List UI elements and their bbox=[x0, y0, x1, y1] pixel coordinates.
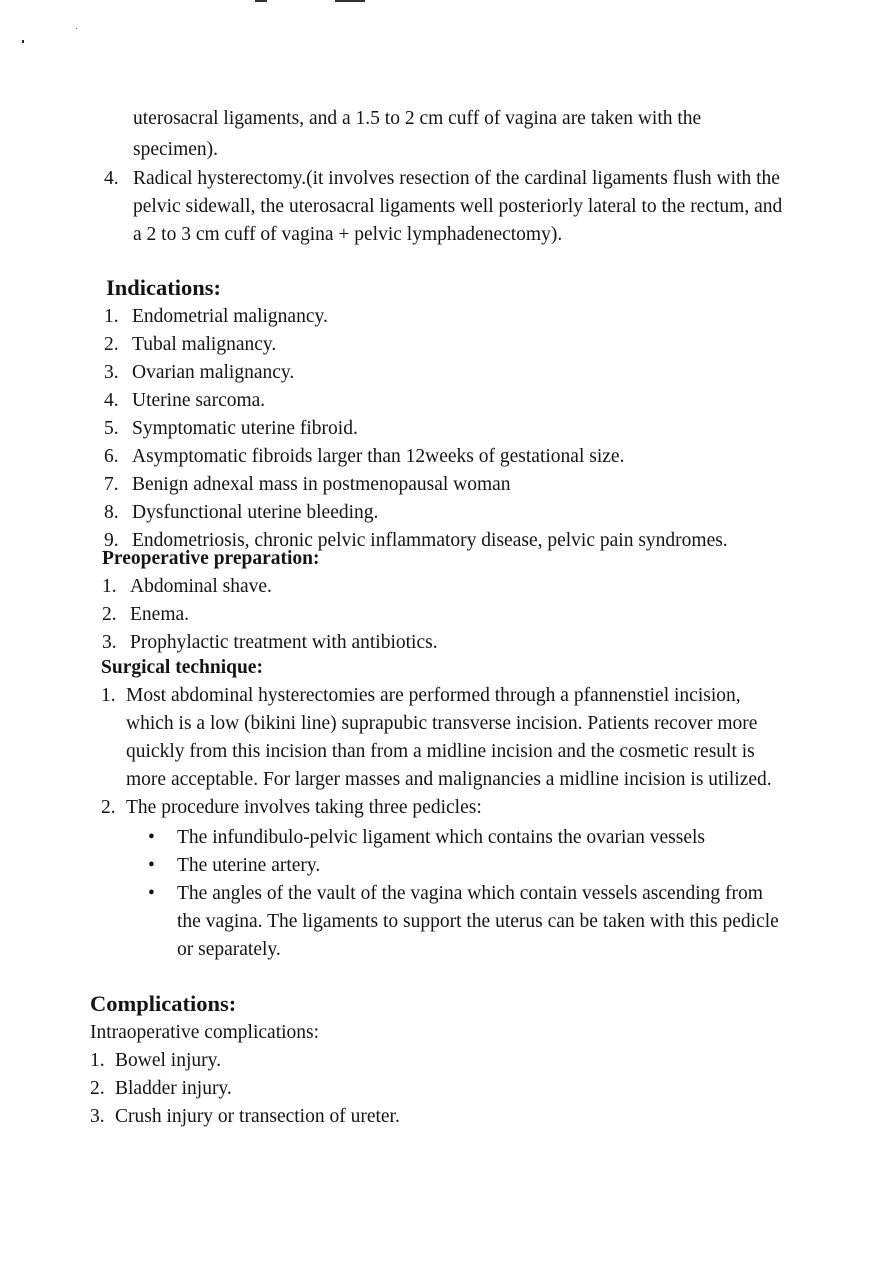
list-item bbox=[148, 852, 791, 880]
list-text: Endometriosis, chronic pelvic inflammatory disease, pelvic pain syndromes. bbox=[132, 530, 728, 551]
list-item bbox=[148, 880, 791, 964]
list-item bbox=[104, 359, 804, 387]
list-item bbox=[90, 1047, 790, 1075]
technique-section bbox=[101, 654, 791, 964]
list-text: Endometrial malignancy. bbox=[132, 306, 328, 327]
list-number: 1. bbox=[101, 685, 116, 706]
list-item bbox=[101, 794, 791, 822]
list-number: 3. bbox=[90, 1106, 105, 1127]
preop-list bbox=[102, 573, 802, 657]
list-number: 1. bbox=[104, 306, 119, 327]
list-text: Symptomatic uterine fibroid. bbox=[132, 418, 358, 439]
list-text: Ovarian malignancy. bbox=[132, 362, 295, 383]
list-item bbox=[104, 387, 804, 415]
list-number: 8. bbox=[104, 502, 119, 523]
list-text: Prophylactic treatment with antibiotics. bbox=[130, 632, 438, 653]
bullet-mark: • bbox=[148, 883, 155, 904]
list-number: 5. bbox=[104, 418, 119, 439]
list-text: Radical hysterectomy.(it involves resection of the cardinal ligaments flush with the pelvic sidewall, the uterosacral ligaments well posteriorly lateral to the rectum, and a 2 to 3 cm cuff of vagina + pelvic lymphadenectomy). bbox=[133, 168, 783, 245]
list-number: 3. bbox=[102, 632, 117, 653]
list-item bbox=[104, 331, 804, 359]
list-number: 9. bbox=[104, 530, 119, 551]
list-item bbox=[90, 1103, 790, 1131]
list-number: 4. bbox=[104, 168, 119, 189]
list-number: 4. bbox=[104, 390, 119, 411]
list-text: Asymptomatic fibroids larger than 12weeks of gestational size. bbox=[132, 446, 625, 467]
list-number: 7. bbox=[104, 474, 119, 495]
list-text: The infundibulo-pelvic ligament which contains the ovarian vessels bbox=[177, 827, 705, 848]
section-heading: Indications: bbox=[106, 275, 222, 300]
subheading: Intraoperative complications: bbox=[90, 1022, 320, 1043]
complications-list bbox=[90, 1047, 790, 1131]
list-item bbox=[101, 682, 791, 794]
list-text: Benign adnexal mass in postmenopausal woman bbox=[132, 474, 511, 495]
complications-section bbox=[90, 989, 790, 1131]
list-item bbox=[104, 443, 804, 471]
list-item bbox=[148, 824, 791, 852]
bullet-mark: • bbox=[148, 855, 155, 876]
list-text: Crush injury or transection of ureter. bbox=[115, 1106, 400, 1127]
list-number: 2. bbox=[90, 1078, 105, 1099]
list-text: The procedure involves taking three pedicles: bbox=[126, 797, 482, 818]
preop-section bbox=[102, 545, 802, 657]
section-heading: Surgical technique: bbox=[101, 657, 263, 678]
indications-section bbox=[104, 273, 804, 555]
scan-artifact bbox=[250, 0, 390, 4]
continuation-paragraph: uterosacral ligaments, and a 1.5 to 2 cm cuff of vagina are taken with the specimen). bbox=[133, 108, 702, 160]
list-number: 2. bbox=[101, 797, 116, 818]
list-item bbox=[104, 499, 804, 527]
list-item bbox=[102, 629, 802, 657]
list-text: Most abdominal hysterectomies are performed through a pfannenstiel incision, which is a low (bikini line) suprapubic transverse incision. Patients recover more quickly from this incision than from a midline incision and the cosmetic result is more acceptable. For larger masses and malignancies a midline incision is utilized. bbox=[126, 685, 772, 790]
pedicle-bullet-list bbox=[101, 824, 791, 964]
list-text: The uterine artery. bbox=[177, 855, 321, 876]
list-item bbox=[104, 303, 804, 331]
list-text: Tubal malignancy. bbox=[132, 334, 277, 355]
list-item bbox=[102, 601, 802, 629]
list-text: Bladder injury. bbox=[115, 1078, 232, 1099]
list-text: Uterine sarcoma. bbox=[132, 390, 266, 411]
section-heading: Complications: bbox=[90, 991, 237, 1016]
list-item bbox=[90, 1075, 790, 1103]
list-text: The angles of the vault of the vagina which contain vessels ascending from the vagina. The ligaments to support the uterus can be taken with this pedicle or separately. bbox=[177, 883, 779, 960]
list-number: 6. bbox=[104, 446, 119, 467]
list-item bbox=[104, 165, 784, 249]
list-item bbox=[104, 471, 804, 499]
list-text: Abdominal shave. bbox=[130, 576, 272, 597]
section-heading: Preoperative preparation: bbox=[102, 548, 320, 569]
list-item bbox=[104, 415, 804, 443]
list-text: Dysfunctional uterine bleeding. bbox=[132, 502, 379, 523]
intro-section bbox=[104, 103, 784, 249]
list-item bbox=[102, 573, 802, 601]
list-number: 2. bbox=[104, 334, 119, 355]
list-text: Enema. bbox=[130, 604, 190, 625]
bullet-mark: • bbox=[148, 827, 155, 848]
list-number: 2. bbox=[102, 604, 117, 625]
list-number: 3. bbox=[104, 362, 119, 383]
scan-speck bbox=[22, 40, 24, 43]
scan-speck bbox=[76, 28, 77, 29]
list-number: 1. bbox=[102, 576, 117, 597]
list-number: 1. bbox=[90, 1050, 105, 1071]
list-text: Bowel injury. bbox=[115, 1050, 221, 1071]
indications-list bbox=[104, 303, 804, 555]
